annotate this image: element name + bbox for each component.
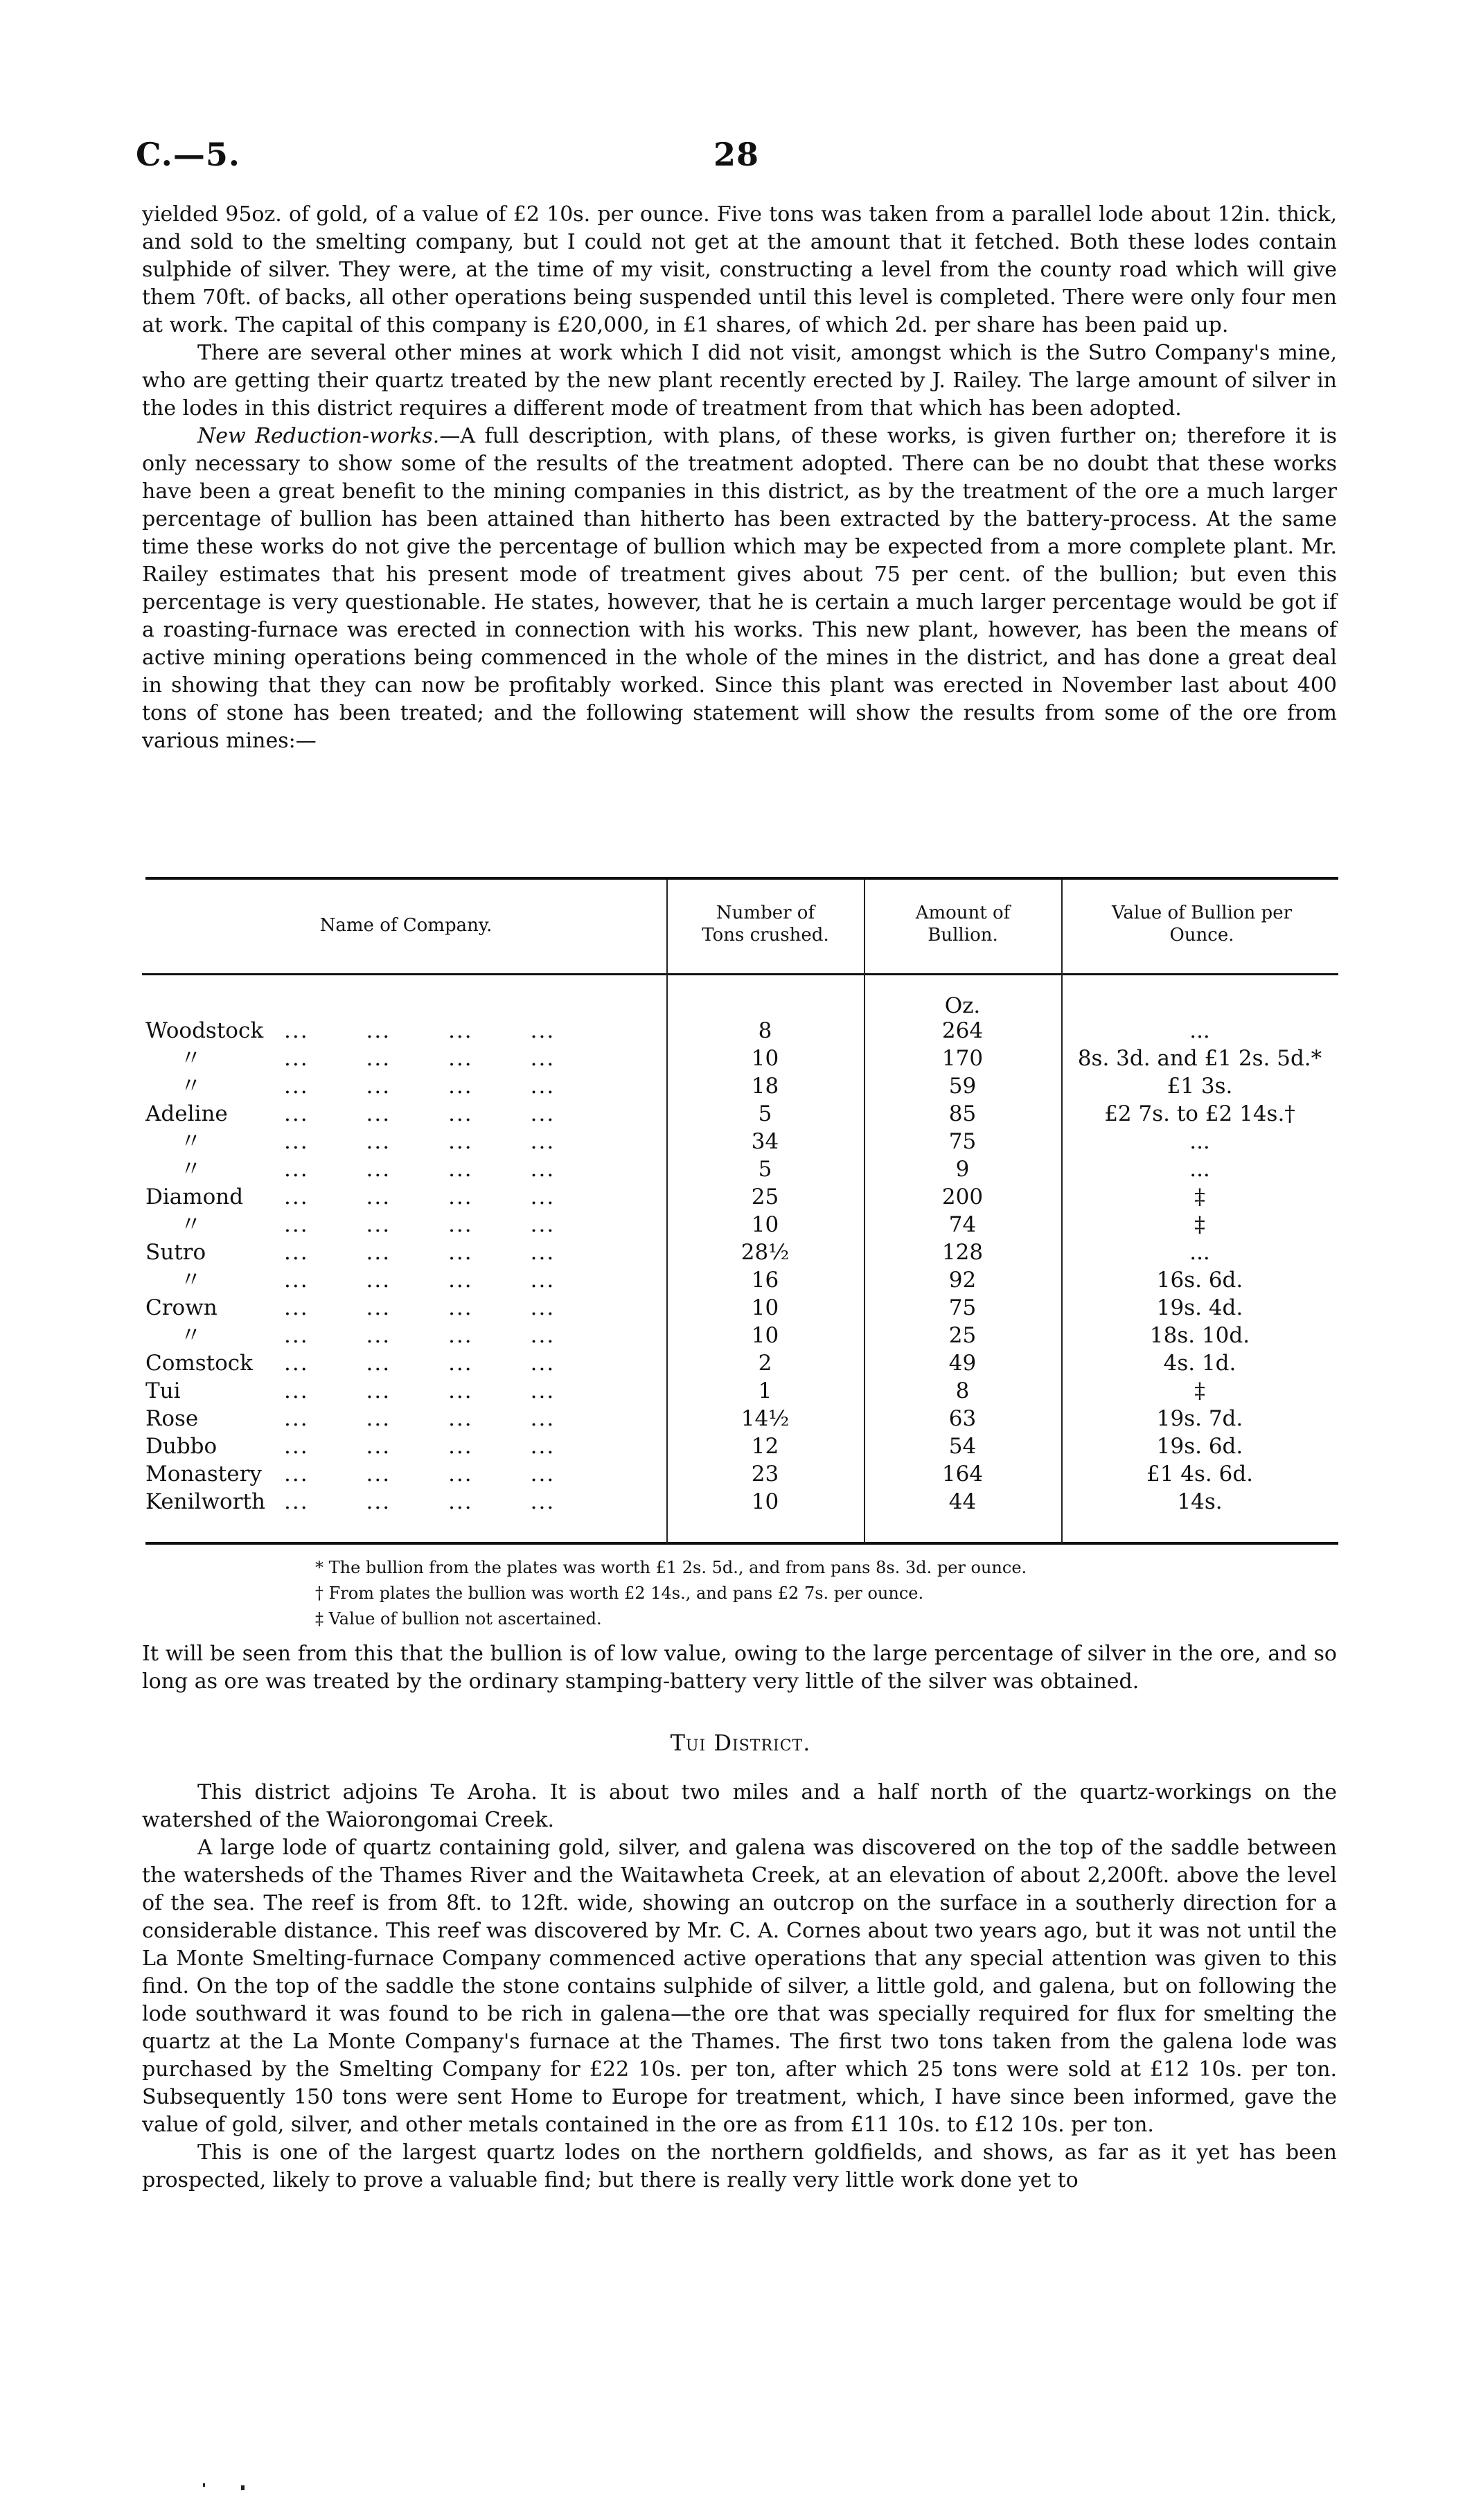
scan-artifact — [203, 2483, 205, 2487]
table-row-name — [145, 1294, 658, 1322]
value-cell: ‡ — [1194, 1378, 1205, 1403]
scan-artifact — [241, 2485, 245, 2490]
bullion-cell: 128 — [941, 1240, 984, 1265]
value-cell: 19s. 4d. — [1156, 1295, 1243, 1320]
table-row-name — [145, 1460, 658, 1488]
table-row-name — [145, 1322, 658, 1349]
leader-dots: ... ... ... ... — [284, 1434, 556, 1459]
body-text-top — [142, 201, 1337, 755]
tons-cell: 14½ — [740, 1406, 790, 1431]
ditto-mark: 〃 — [180, 1323, 202, 1348]
table-row-name — [145, 1128, 658, 1155]
value-cell: ... — [1189, 1018, 1210, 1043]
leader-dots: ... ... ... ... — [284, 1129, 556, 1154]
document-reference: C.—5. — [136, 136, 240, 173]
leader-dots: ... ... ... ... — [284, 1184, 556, 1209]
tons-cell: 5 — [758, 1101, 772, 1126]
bullion-cell: 75 — [948, 1295, 977, 1320]
bullion-cell: 63 — [948, 1406, 977, 1431]
bullion-cell: 9 — [955, 1157, 970, 1182]
bullion-cell: 164 — [941, 1462, 984, 1487]
table-row-name — [145, 1432, 658, 1460]
ditto-mark: 〃 — [180, 1129, 202, 1154]
tons-cell: 5 — [758, 1157, 772, 1182]
value-cell: £1 4s. 6d. — [1146, 1462, 1254, 1487]
leader-dots: ... ... ... ... — [284, 1323, 556, 1348]
leader-dots: ... ... ... ... — [284, 1240, 556, 1265]
tons-cell: 28½ — [740, 1240, 790, 1265]
company-name: Diamond — [145, 1184, 244, 1209]
tons-cell: 18 — [751, 1074, 779, 1099]
value-cell: 14s. — [1177, 1489, 1223, 1514]
tons-cell: 16 — [751, 1268, 779, 1293]
paragraph-text: —A full description, with plans, of these works, is given further on; therefore it is only necessary to show some of the results of the treatment adopted. There can be no doubt that these works have been a great benefit to the mining companies in this district, as by the treatment of the ore a much larger percentage of bullion has been attained than hitherto has been extracted by the battery-process. At the same time these works do not give the percentage of bullion which may be expected from a more complete plant. Mr. Railey estimates that his present mode of treatment gives about 75 per cent. of the bullion; but even this percentage is very questionable. He states, however, that he is certain a much larger percentage would be got if a roasting-furnace was erected in connection with his works. This new plant, however, has been the means of active mining operations being commenced in the whole of the mines in the district, and has done a great deal in showing that they can now be profitably worked. Since this plant was erected in November last about 400 tons of stone has been treated; and the following statement will show the results from some of the ore from various mines:— — [142, 424, 1338, 753]
company-name: Kenilworth — [145, 1489, 265, 1514]
tons-cell: 8 — [758, 1018, 772, 1043]
leader-dots: ... ... ... ... — [284, 1157, 556, 1182]
table-row-name — [145, 1183, 658, 1211]
page-number: 28 — [713, 136, 760, 173]
ditto-mark: 〃 — [180, 1074, 202, 1099]
table-row-name — [145, 1211, 658, 1239]
value-cell: ... — [1189, 1240, 1210, 1265]
footnote-dagger: † From plates the bullion was worth £2 14s., and pans £2 7s. per ounce. — [315, 1583, 924, 1603]
ditto-mark: 〃 — [180, 1268, 202, 1293]
table-row-name — [145, 1155, 658, 1183]
ditto-mark: 〃 — [180, 1212, 202, 1237]
tons-cell: 2 — [758, 1351, 772, 1376]
bullion-cell: 74 — [948, 1212, 977, 1237]
table-row-name — [145, 1017, 658, 1045]
bullion-cell: 200 — [941, 1184, 984, 1209]
leader-dots: ... ... ... ... — [284, 1212, 556, 1237]
table-row-name — [145, 1349, 658, 1377]
column-header-value: Value of Bullion per Ounce. — [1111, 903, 1293, 946]
tons-cell: 23 — [751, 1462, 779, 1487]
paragraph: yielded 95oz. of gold, of a value of £2 10s. per ounce. Five tons was taken from a parallel lode about 12in. thick, and sold to the smelting company, but I could not get at the amount that it fetched. Both these lodes contain sulphide of silver. They were, at the time of my visit, constructing a level from the county road which will give them 70ft. of backs, all other operations being suspended until this level is completed. There were only four men at work. The capital of this company is £20,000, in £1 shares, of which 2d. per share has been paid up. — [142, 202, 1337, 337]
company-name: Comstock — [145, 1351, 253, 1376]
bullion-cell: 264 — [941, 1018, 984, 1043]
paragraph: It will be seen from this that the bullion is of low value, owing to the large percentage of silver in the ore, and so long as ore was treated by the ordinary stamping-battery very little of the silver was obtained. — [142, 1642, 1337, 1694]
bullion-cell: 44 — [948, 1489, 977, 1514]
column-header-tons: Number of Tons crushed. — [702, 903, 829, 946]
value-cell: ... — [1189, 1129, 1210, 1154]
table-row-name — [145, 1045, 658, 1072]
body-text-after-table — [142, 1640, 1337, 1696]
bullion-cell: 49 — [948, 1351, 977, 1376]
tons-cell: 10 — [751, 1489, 779, 1514]
bullion-cell: 170 — [941, 1046, 984, 1071]
value-cell: £2 7s. to £2 14s.† — [1104, 1101, 1295, 1126]
bullion-unit-label: Oz. — [944, 993, 981, 1018]
bullion-cell: 85 — [948, 1101, 977, 1126]
company-name: Monastery — [145, 1462, 262, 1487]
footnote-double-dagger: ‡ Value of bullion not ascertained. — [315, 1609, 602, 1629]
ditto-mark: 〃 — [180, 1157, 202, 1182]
leader-dots: ... ... ... ... — [284, 1046, 556, 1071]
bullion-cell: 92 — [948, 1268, 977, 1293]
tons-cell: 10 — [751, 1323, 779, 1348]
company-name: Adeline — [145, 1101, 228, 1126]
value-cell: 19s. 7d. — [1156, 1406, 1243, 1431]
tons-cell: 34 — [751, 1129, 779, 1154]
value-cell: £1 3s. — [1167, 1074, 1233, 1099]
tons-cell: 1 — [758, 1378, 772, 1403]
value-cell: 19s. 6d. — [1156, 1434, 1243, 1459]
bullion-cell: 75 — [948, 1129, 977, 1154]
company-name: Crown — [145, 1295, 218, 1320]
paragraph-italic-lead: New Reduction-works. — [197, 424, 440, 448]
footnote-asterisk: * The bullion from the plates was worth £1 2s. 5d., and from pans 8s. 3d. per ounce. — [315, 1558, 1027, 1577]
table-row-name — [145, 1072, 658, 1100]
paragraph: There are several other mines at work which I did not visit, amongst which is the Sutro Company's mine, who are getting their quartz treated by the new plant recently erected by J. Railey. The large amount of silver in the lodes in this district requires a different mode of treatment from that which has been adopted. — [142, 341, 1337, 420]
leader-dots: ... ... ... ... — [284, 1351, 556, 1376]
company-name: Rose — [145, 1406, 199, 1431]
tons-cell: 10 — [751, 1212, 779, 1237]
leader-dots: ... ... ... ... — [284, 1462, 556, 1487]
table-row-name — [145, 1488, 658, 1516]
table-row-name — [145, 1405, 658, 1432]
paragraph: This is one of the largest quartz lodes on the northern goldfields, and shows, as far as it yet has been prospected, likely to prove a valuable find; but there is really very little work done yet to — [142, 2140, 1337, 2192]
bullion-cell: 59 — [948, 1074, 977, 1099]
table-header-rule — [142, 973, 1338, 975]
table-row-name — [145, 1239, 658, 1266]
leader-dots: ... ... ... ... — [284, 1268, 556, 1293]
company-name: Tui — [145, 1378, 181, 1403]
leader-dots: ... ... ... ... — [284, 1074, 556, 1099]
leader-dots: ... ... ... ... — [284, 1406, 556, 1431]
paragraph: A large lode of quartz containing gold, silver, and galena was discovered on the top of the saddle between the watersheds of the Thames River and the Waitawheta Creek, at an elevation of about 2,200ft. above the level of the sea. The reef is from 8ft. to 12ft. wide, showing an outcrop on the surface in a southerly direction for a considerable distance. This reef was discovered by Mr. C. A. Cornes about two years ago, but it was not until the La Monte Smelting-furnace Company commenced active operations that any special attention was given to this find. On the top of the saddle the stone contains sulphide of silver, a little gold, and galena, but on following the lode southward it was found to be rich in galena—the ore that was specially required for flux for smelting the quartz at the La Monte Company's furnace at the Thames. The first two tons taken from the galena lode was purchased by the Smelting Company for £22 10s. per ton, after which 25 tons were sold at £12 10s. per ton. Subsequently 150 tons were sent Home to Europe for treatment, which, I have since been informed, gave the value of gold, silver, and other metals contained in the ore as from £11 10s. to £12 10s. per ton. — [142, 1836, 1337, 2137]
value-cell: 16s. 6d. — [1156, 1268, 1243, 1293]
leader-dots: ... ... ... ... — [284, 1101, 556, 1126]
value-cell: ‡ — [1194, 1212, 1205, 1237]
ditto-mark: 〃 — [180, 1046, 202, 1071]
company-name: Sutro — [145, 1240, 206, 1265]
company-name: Dubbo — [145, 1434, 218, 1459]
value-cell: ‡ — [1194, 1184, 1205, 1209]
company-name: Woodstock — [145, 1018, 264, 1043]
tons-cell: 12 — [751, 1434, 779, 1459]
value-cell: 18s. 10d. — [1149, 1323, 1250, 1348]
column-header-name: Name of Company. — [319, 915, 493, 936]
bullion-cell: 25 — [948, 1323, 977, 1348]
table-row-name — [145, 1100, 658, 1128]
value-cell: 4s. 1d. — [1163, 1351, 1236, 1376]
tons-cell: 25 — [751, 1184, 779, 1209]
bullion-cell: 54 — [948, 1434, 977, 1459]
paragraph — [142, 423, 1337, 755]
tons-cell: 10 — [751, 1295, 779, 1320]
table-row-name — [145, 1266, 658, 1294]
table-top-rule — [145, 877, 1338, 880]
leader-dots: ... ... ... ... — [284, 1378, 556, 1403]
paragraph: This district adjoins Te Aroha. It is about two miles and a half north of the quartz-workings on the watershed of the Waiorongomai Creek. — [142, 1780, 1337, 1832]
bullion-cell: 8 — [955, 1378, 970, 1403]
leader-dots: ... ... ... ... — [284, 1489, 556, 1514]
leader-dots: ... ... ... ... — [284, 1295, 556, 1320]
section-heading: Tui District. — [670, 1730, 811, 1756]
leader-dots: ... ... ... ... — [284, 1018, 556, 1043]
column-header-bullion: Amount of Bullion. — [915, 903, 1011, 946]
section-body — [142, 1779, 1337, 2194]
table-row-name — [145, 1377, 658, 1405]
value-cell: ... — [1189, 1157, 1210, 1182]
table-bottom-rule — [145, 1542, 1338, 1545]
value-cell: 8s. 3d. and £1 2s. 5d.* — [1077, 1046, 1322, 1071]
tons-cell: 10 — [751, 1046, 779, 1071]
